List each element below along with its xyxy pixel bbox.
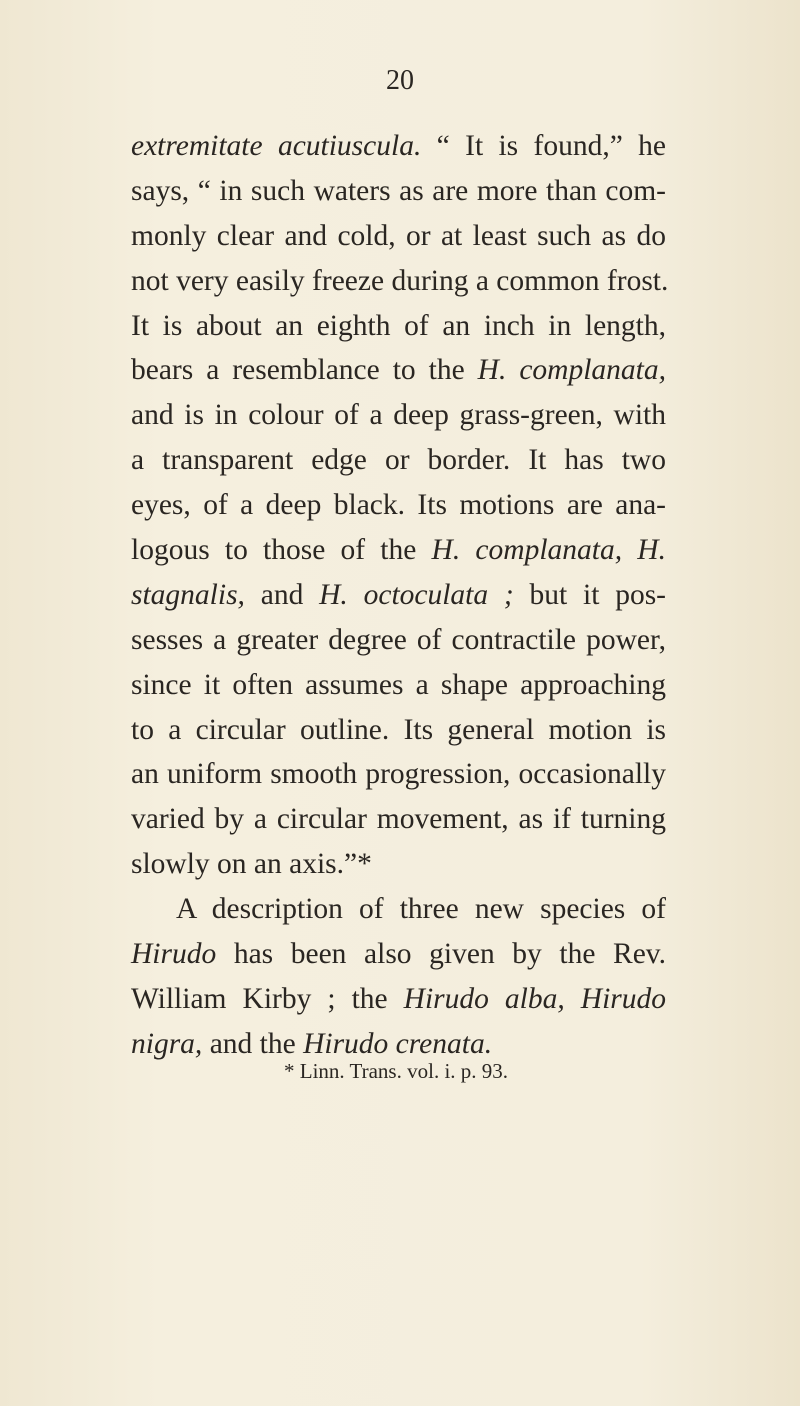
text-line bbox=[131, 393, 666, 438]
text-line bbox=[131, 169, 666, 214]
italic-text-run: stagnalis, bbox=[131, 578, 245, 611]
italic-text-run: Hirudo crenata. bbox=[303, 1027, 493, 1060]
italic-text-run: Hirudo bbox=[131, 938, 217, 971]
text-run: monly clear and cold, or at least such as do bbox=[131, 219, 666, 252]
body-text bbox=[131, 124, 669, 1067]
text-run: a transparent edge or border. It has two bbox=[131, 444, 666, 477]
text-run: It is about an eighth of an inch in length, bbox=[131, 309, 666, 342]
italic-text-run: nigra, bbox=[131, 1027, 203, 1060]
text-run: bears a resemblance to the bbox=[131, 354, 478, 387]
footnote: * Linn. Trans. vol. i. p. 93. bbox=[284, 1059, 509, 1083]
italic-text-run: H. complanata, bbox=[477, 354, 667, 387]
text-line bbox=[131, 259, 669, 304]
text-run: sesses a greater degree of contractile power, bbox=[131, 623, 666, 656]
text-run: an uniform smooth progression, occasionally bbox=[131, 758, 666, 791]
page-number: 20 bbox=[386, 65, 414, 96]
text-run: and bbox=[244, 578, 320, 611]
text-run: says, “ in such waters as are more than com- bbox=[131, 174, 666, 207]
text-line bbox=[131, 708, 666, 753]
text-line bbox=[131, 887, 666, 932]
text-run: to a circular outline. Its general motion is bbox=[131, 713, 666, 746]
text-line bbox=[131, 797, 666, 842]
text-line bbox=[131, 663, 666, 708]
italic-text-run: H. octoculata ; bbox=[319, 578, 514, 611]
italic-text-run: extremitate acutiuscula. bbox=[131, 130, 422, 162]
text-line bbox=[131, 618, 666, 663]
text-line bbox=[131, 348, 666, 393]
text-run: varied by a circular movement, as if turning bbox=[131, 803, 666, 836]
text-line bbox=[131, 438, 666, 483]
italic-text-run: H. complanata, H. bbox=[431, 534, 666, 567]
text-line bbox=[131, 842, 666, 887]
text-run: has been also given by the Rev. bbox=[216, 938, 666, 971]
text-run: logous to those of the bbox=[131, 534, 432, 567]
text-run: slowly on an axis.”* bbox=[131, 848, 372, 881]
text-run: since it often assumes a shape approaching bbox=[131, 668, 666, 701]
text-run: not very easily freeze during a common frost. bbox=[131, 264, 669, 297]
text-run: and is in colour of a deep grass-green, with bbox=[131, 399, 666, 432]
text-line bbox=[131, 124, 666, 169]
text-run: eyes, of a deep black. Its motions are ana- bbox=[131, 489, 666, 522]
text-line bbox=[131, 977, 666, 1022]
text-line bbox=[131, 304, 666, 349]
text-run: A description of three new species of bbox=[176, 893, 666, 926]
text-run: and the bbox=[202, 1027, 304, 1060]
text-line bbox=[131, 483, 666, 528]
text-run: “ It is found,” he bbox=[421, 130, 666, 162]
text-line bbox=[131, 932, 666, 977]
italic-text-run: Hirudo alba, Hirudo bbox=[403, 982, 666, 1015]
text-run: William Kirby ; the bbox=[131, 982, 404, 1015]
text-run: but it pos- bbox=[513, 578, 666, 611]
text-line bbox=[131, 214, 666, 259]
text-line bbox=[131, 528, 666, 573]
text-line bbox=[131, 752, 666, 797]
text-line bbox=[131, 573, 666, 618]
